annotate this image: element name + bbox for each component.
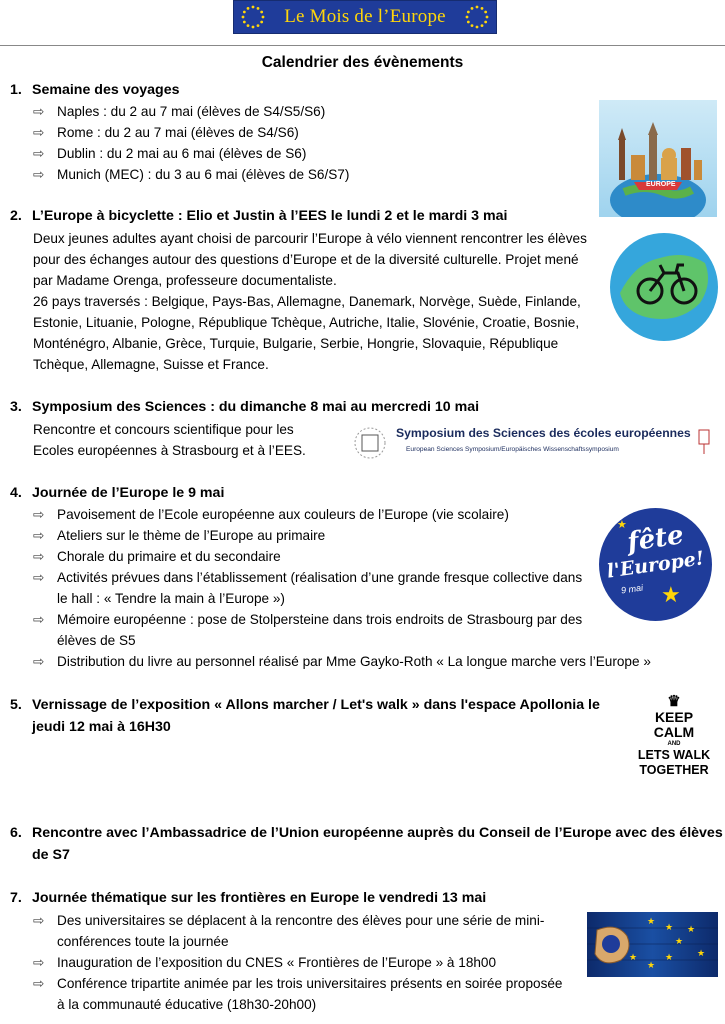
page-title: Calendrier des évènements [261, 54, 464, 71]
section-number: 3. [10, 399, 22, 415]
bicycle-europe-image [610, 233, 718, 341]
poster-line: TOGETHER [639, 763, 709, 777]
header-banner [233, 0, 497, 34]
svg-text:★: ★ [687, 924, 696, 934]
section-2-title: 2. L’Europe à bicyclette : Elio et Justin à l’EES le lundi 2 et le mardi 3 mai [10, 206, 507, 227]
paragraph-line: pour des échanges autour des questions d’Europe et de la diversité culturelle. Projet mené [33, 252, 579, 267]
svg-text:★: ★ [697, 948, 706, 958]
list-item: ⇨ Conférence tripartite animée par les trois universitaires présents en soirée proposée [33, 973, 563, 994]
section-number: 2. [10, 208, 22, 224]
section-1-title: 1. Semaine des voyages [10, 80, 179, 101]
travel-landmarks-image [599, 100, 717, 217]
arrow-right-icon: ⇨ [33, 612, 45, 627]
paragraph-line: 26 pays traversés : Belgique, Pays-Bas, Allemagne, Danemark, Norvège, Suède, Finlande, [33, 294, 581, 309]
section-5-title: 5. Vernissage de l’exposition « Allons marcher / Let's walk » dans l'espace Apollonia le [10, 695, 600, 716]
bicycle-icon [610, 233, 718, 341]
paragraph-line: Ecoles européennes à Strasbourg et à l’EES. [33, 443, 306, 458]
svg-text:★: ★ [665, 952, 674, 962]
section-number: 6. [10, 825, 22, 841]
section-7-title: 7. Journée thématique sur les frontières en Europe le vendredi 13 mai [10, 888, 486, 909]
arrow-right-icon: ⇨ [33, 976, 45, 991]
paragraph-line: Monténégro, Albanie, Grèce, Turquie, Bulgarie, Serbie, Hongrie, Slovaquie, République [33, 336, 559, 351]
star-icon: ★ [617, 519, 627, 531]
eu-flag-wood-image [587, 912, 718, 977]
list-item: ⇨ Dublin : du 2 mai au 6 mai (élèves de S6) [33, 143, 306, 164]
svg-text:★: ★ [665, 922, 674, 932]
star-icon: ★ [661, 582, 681, 607]
school-crest-icon [696, 428, 712, 458]
arrow-right-icon: ⇨ [33, 528, 45, 543]
logo-title: Symposium des Sciences des écoles européennes [396, 426, 691, 440]
list-item: ⇨ Inauguration de l’exposition du CNES « Frontières de l’Europe » à 18h00 [33, 952, 496, 973]
section-number: 1. [10, 82, 22, 98]
paragraph-line: Rencontre et concours scientifique pour les [33, 422, 294, 437]
list-item-continuation: élèves de S5 [57, 633, 136, 648]
fete-line1: fête [625, 520, 686, 558]
keep-calm-poster [630, 694, 718, 790]
svg-text:★: ★ [675, 936, 684, 946]
logo-subtitle: European Sciences Symposium/Europäisches Wissenschaftssymposium [406, 446, 619, 453]
section-3-title: 3. Symposium des Sciences : du dimanche 8 mai au mercredi 10 mai [10, 397, 479, 418]
list-item: ⇨ Activités prévues dans l’établissement (réalisation d’une grande fresque collective dans [33, 567, 582, 588]
list-item: ⇨ Naples : du 2 au 7 mai (élèves de S4/S5/S6) [33, 101, 325, 122]
section-number: 4. [10, 485, 22, 501]
list-item: ⇨ Pavoisement de l’Ecole européenne aux couleurs de l’Europe (vie scolaire) [33, 504, 509, 525]
arrow-right-icon: ⇨ [33, 146, 45, 161]
list-item: ⇨ Des universitaires se déplacent à la rencontre des élèves pour une série de mini- [33, 910, 544, 931]
globe-landmarks-icon [599, 100, 717, 217]
section-number: 5. [10, 697, 22, 713]
arrow-right-icon: ⇨ [33, 104, 45, 119]
list-item-continuation: conférences toute la journée [57, 934, 229, 949]
paragraph-line: Tchèque, Allemagne, Suisse et France. [33, 357, 269, 372]
eu-stars-icon [240, 4, 266, 30]
list-item: ⇨ Distribution du livre au personnel réalisé par Mme Gayko-Roth « La longue marche vers l’Europe » [33, 651, 651, 672]
arrow-right-icon: ⇨ [33, 955, 45, 970]
fete-line2: l'Europe! [605, 547, 706, 583]
list-item: ⇨ Ateliers sur le thème de l’Europe au primaire [33, 525, 325, 546]
arrow-right-icon: ⇨ [33, 125, 45, 140]
arrow-right-icon: ⇨ [33, 549, 45, 564]
section-number: 7. [10, 890, 22, 906]
section-6-title: 6. Rencontre avec l’Ambassadrice de l’Union européenne auprès du Conseil de l’Europe avec des élèves [10, 823, 723, 844]
section-5-title-cont: jeudi 12 mai à 16H30 [32, 719, 171, 735]
list-item: ⇨ Mémoire européenne : pose de Stolpersteine dans trois endroits de Strasbourg par des [33, 609, 582, 630]
poster-line: KEEP [654, 709, 694, 725]
school-logo-icon [350, 425, 390, 461]
svg-text:★: ★ [647, 916, 656, 926]
poster-line: CALM [653, 724, 695, 740]
arrow-right-icon: ⇨ [33, 913, 45, 928]
list-item: ⇨ Rome : du 2 au 7 mai (élèves de S4/S6) [33, 122, 299, 143]
arrow-right-icon: ⇨ [33, 654, 45, 669]
eu-flag-icon [587, 912, 718, 977]
list-item-continuation: à la communauté éducative (18h30-20h00) [57, 997, 317, 1012]
list-item: ⇨ Chorale du primaire et du secondaire [33, 546, 281, 567]
list-item: ⇨ Munich (MEC) : du 3 au 6 mai (élèves de S6/S7) [33, 164, 349, 185]
paragraph-line: par Madame Orenga, professeure documentaliste. [33, 273, 337, 288]
paragraph-line: Deux jeunes adultes ayant choisi de parcourir l’Europe à vélo viennent rencontrer les élèves [33, 231, 587, 246]
poster-line: AND [667, 741, 681, 747]
poster-line: LETS WALK [637, 748, 711, 762]
list-item-continuation: le hall : « Tendre la main à l’Europe ») [57, 591, 285, 606]
header-divider [0, 45, 725, 46]
svg-text:★: ★ [647, 960, 656, 970]
fete-europe-logo [599, 508, 712, 621]
eu-stars-icon [464, 4, 490, 30]
crown-icon: ♛ [667, 694, 681, 710]
arrow-right-icon: ⇨ [33, 167, 45, 182]
paragraph-line: Estonie, Lituanie, Pologne, République Tchèque, Autriche, Italie, Slovénie, Croatie, Bosnie, [33, 315, 580, 330]
image-label: EUROPE [646, 181, 676, 188]
fete-line3: 9 mai [620, 582, 644, 596]
section-4-title: 4. Journée de l’Europe le 9 mai [10, 483, 224, 504]
svg-text:★: ★ [629, 952, 638, 962]
section-6-title-cont: de S7 [32, 847, 70, 863]
banner-title: Le Mois de l’Europe [284, 6, 446, 27]
arrow-right-icon: ⇨ [33, 507, 45, 522]
arrow-right-icon: ⇨ [33, 570, 45, 585]
symposium-logo [350, 424, 715, 462]
